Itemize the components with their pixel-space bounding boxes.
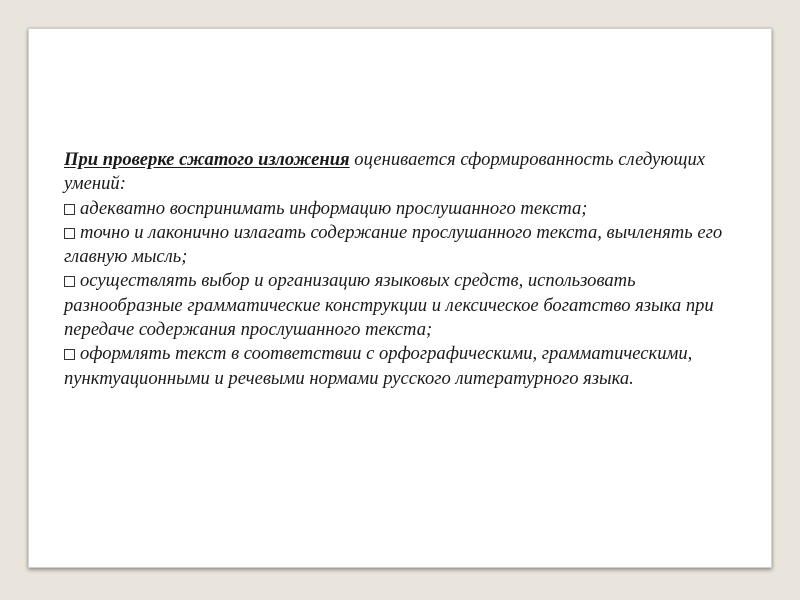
list-item [64, 342, 724, 391]
bullet-icon [64, 228, 75, 239]
intro-rest-text: оценивается сформированность следующих умений: [64, 149, 706, 195]
slide-text-body [64, 148, 724, 391]
slide [28, 28, 772, 568]
list-item-text: оформлять текст в соответствии с орфографическими, грамматическими, пунктуационными и речевыми нормами русского литературного языка. [64, 343, 693, 389]
bullet-icon [64, 204, 75, 215]
list-item-text: адекватно воспринимать информацию прослушанного текста; [80, 197, 588, 219]
intro-bold-text: При проверке сжатого изложения [64, 149, 350, 170]
list-item-text: осуществлять выбор и организацию языковых средств, использовать разнообразные грамматические конструкции и лексическое богатство языка при передаче содержания прослушанного текста; [64, 270, 714, 341]
list-item [64, 197, 724, 221]
intro-paragraph [64, 148, 724, 197]
bullet-icon [64, 349, 75, 360]
list-item [64, 221, 724, 270]
list-item [64, 269, 724, 342]
list-item-text: точно и лаконично излагать содержание прослушанного текста, вычленять его главную мысль; [64, 221, 723, 268]
bullet-icon [64, 276, 75, 287]
